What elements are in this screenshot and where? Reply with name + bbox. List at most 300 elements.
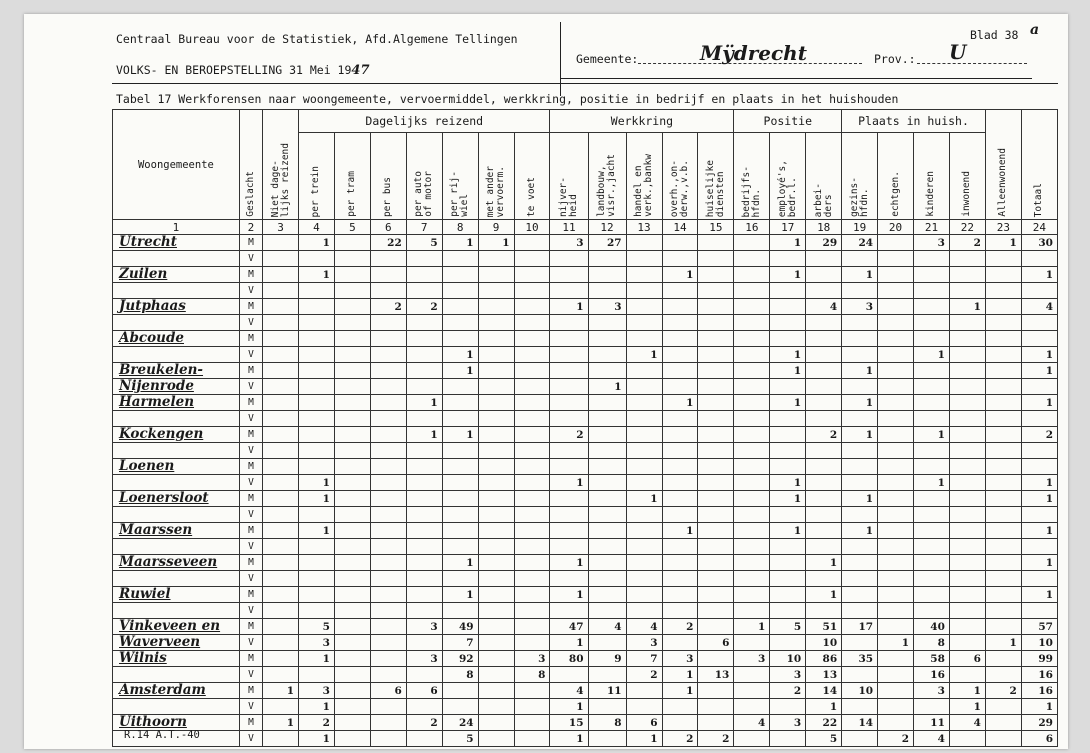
value-cell: [662, 283, 698, 299]
value-cell: 3: [299, 683, 335, 699]
column-number: 6: [370, 220, 406, 235]
value-cell: [406, 507, 442, 523]
plaats-subheader: [878, 133, 914, 220]
value-cell: [588, 731, 626, 747]
form-code: R.14 A.T.-40: [124, 729, 200, 741]
geslacht-cell: V: [239, 571, 262, 587]
dagelijks-subheader: [370, 133, 406, 220]
table-row: [113, 267, 1058, 283]
value-cell: [370, 283, 406, 299]
geslacht-cell: M: [239, 715, 262, 731]
value-cell: [406, 731, 442, 747]
value-cell: [478, 539, 514, 555]
value-cell: [949, 363, 985, 379]
value-cell: [406, 587, 442, 603]
table-row: [113, 411, 1058, 427]
column-number: 16: [734, 220, 770, 235]
value-cell: 1: [442, 555, 478, 571]
value-cell: [985, 475, 1021, 491]
totaal-header-label: Totaal: [1033, 182, 1045, 217]
alleenwonend-header-label: Alleenwonend: [997, 148, 1009, 217]
value-cell: [985, 587, 1021, 603]
value-cell: 58: [914, 651, 950, 667]
value-cell: [334, 555, 370, 571]
value-cell: [299, 363, 335, 379]
value-cell: [406, 379, 442, 395]
werkkring-subheader-label: overh.,on- derw.,v.b.: [668, 159, 690, 217]
value-cell: [370, 331, 406, 347]
value-cell: [985, 347, 1021, 363]
value-cell: [878, 235, 914, 251]
value-cell: [406, 635, 442, 651]
column-number: 14: [662, 220, 698, 235]
value-cell: 1: [406, 427, 442, 443]
value-cell: [550, 379, 588, 395]
value-cell: [299, 251, 335, 267]
value-cell: [662, 555, 698, 571]
value-cell: [442, 603, 478, 619]
table-row: [113, 347, 1058, 363]
value-cell: [334, 651, 370, 667]
value-cell: 10: [770, 651, 806, 667]
value-cell: 47: [550, 619, 588, 635]
value-cell: 3: [514, 651, 550, 667]
value-cell: [914, 459, 950, 475]
value-cell: 13: [698, 667, 734, 683]
value-cell: [878, 347, 914, 363]
value-cell: [442, 699, 478, 715]
value-cell: 5: [442, 731, 478, 747]
value-cell: [514, 635, 550, 651]
value-cell: 2: [878, 731, 914, 747]
value-cell: [626, 379, 662, 395]
value-cell: [550, 267, 588, 283]
value-cell: [626, 539, 662, 555]
value-cell: 4: [914, 731, 950, 747]
value-cell: [878, 587, 914, 603]
value-cell: 1: [299, 475, 335, 491]
value-cell: [1021, 539, 1057, 555]
value-cell: 5: [406, 235, 442, 251]
value-cell: [299, 603, 335, 619]
table-row: [113, 363, 1058, 379]
value-cell: [442, 331, 478, 347]
value-cell: 11: [588, 683, 626, 699]
value-cell: 15: [550, 715, 588, 731]
value-cell: 1: [662, 267, 698, 283]
value-cell: [734, 667, 770, 683]
value-cell: [334, 459, 370, 475]
column-number: 7: [406, 220, 442, 235]
value-cell: [442, 395, 478, 411]
werkkring-subheader: [698, 133, 734, 220]
value-cell: [263, 251, 299, 267]
value-cell: [370, 251, 406, 267]
value-cell: [878, 315, 914, 331]
value-cell: 1: [550, 731, 588, 747]
value-cell: [662, 699, 698, 715]
value-cell: [949, 523, 985, 539]
value-cell: [842, 251, 878, 267]
plaats-subheader-label: echtgen.: [889, 171, 901, 217]
table-row: [113, 699, 1058, 715]
woongemeente-cell: [113, 443, 240, 459]
value-cell: 1: [842, 267, 878, 283]
woongemeente-cell: Zuilen: [113, 267, 240, 283]
value-cell: [842, 507, 878, 523]
value-cell: [299, 299, 335, 315]
value-cell: 3: [588, 299, 626, 315]
geslacht-cell: V: [239, 699, 262, 715]
geslacht-cell: V: [239, 507, 262, 523]
woongemeente-cell: Amsterdam: [113, 683, 240, 699]
value-cell: [985, 315, 1021, 331]
value-cell: 1: [1021, 347, 1057, 363]
table-row: [113, 731, 1058, 747]
geslacht-cell: V: [239, 443, 262, 459]
value-cell: [1021, 571, 1057, 587]
value-cell: [334, 363, 370, 379]
value-cell: [626, 459, 662, 475]
value-cell: [588, 443, 626, 459]
werkkring-subheader-label: handel en verk.,bankw: [633, 154, 655, 217]
value-cell: 2: [662, 619, 698, 635]
column-number: 9: [478, 220, 514, 235]
value-cell: [406, 603, 442, 619]
woongemeente-cell: [113, 347, 240, 363]
value-cell: [878, 299, 914, 315]
value-cell: [514, 267, 550, 283]
value-cell: [588, 539, 626, 555]
value-cell: [842, 411, 878, 427]
value-cell: 40: [914, 619, 950, 635]
positie-subheader: [770, 133, 806, 220]
value-cell: 2: [806, 427, 842, 443]
value-cell: [478, 411, 514, 427]
value-cell: [770, 283, 806, 299]
value-cell: [588, 635, 626, 651]
value-cell: [985, 283, 1021, 299]
value-cell: 1: [299, 235, 335, 251]
value-cell: [334, 667, 370, 683]
value-cell: [478, 699, 514, 715]
value-cell: 27: [588, 235, 626, 251]
value-cell: [626, 283, 662, 299]
geslacht-cell: M: [239, 491, 262, 507]
value-cell: 16: [914, 667, 950, 683]
value-cell: [478, 283, 514, 299]
value-cell: [985, 299, 1021, 315]
value-cell: [734, 571, 770, 587]
woongemeente-cell: [113, 507, 240, 523]
value-cell: [478, 315, 514, 331]
value-cell: [698, 715, 734, 731]
value-cell: 1: [878, 635, 914, 651]
value-cell: [299, 395, 335, 411]
value-cell: [370, 587, 406, 603]
value-cell: 6: [626, 715, 662, 731]
value-cell: [478, 587, 514, 603]
value-cell: [662, 411, 698, 427]
value-cell: [442, 475, 478, 491]
value-cell: 1: [550, 587, 588, 603]
geslacht-cell: M: [239, 363, 262, 379]
value-cell: [626, 363, 662, 379]
value-cell: [842, 315, 878, 331]
value-cell: [299, 315, 335, 331]
prov-line: [917, 63, 1027, 64]
value-cell: [949, 731, 985, 747]
value-cell: 2: [406, 299, 442, 315]
value-cell: 7: [442, 635, 478, 651]
value-cell: [514, 683, 550, 699]
value-cell: [698, 427, 734, 443]
value-cell: [842, 443, 878, 459]
value-cell: [478, 267, 514, 283]
value-cell: [370, 395, 406, 411]
value-cell: [770, 315, 806, 331]
geslacht-header-label: Geslacht: [244, 171, 256, 217]
value-cell: [806, 507, 842, 523]
value-cell: [698, 491, 734, 507]
value-cell: 1: [842, 395, 878, 411]
alleenwonend-header: [985, 110, 1021, 220]
value-cell: [334, 699, 370, 715]
woongemeente-cell: Maarsseveen: [113, 555, 240, 571]
dagelijks-subheader: [514, 133, 550, 220]
value-cell: [478, 507, 514, 523]
value-cell: 6: [949, 651, 985, 667]
value-cell: [770, 299, 806, 315]
value-cell: [949, 475, 985, 491]
value-cell: [514, 571, 550, 587]
value-cell: [662, 299, 698, 315]
value-cell: [949, 411, 985, 427]
woongemeente-cell: Maarssen: [113, 523, 240, 539]
value-cell: [442, 443, 478, 459]
woongemeente-header: Woongemeente: [113, 110, 240, 220]
value-cell: 1: [263, 715, 299, 731]
value-cell: [914, 603, 950, 619]
value-cell: [626, 315, 662, 331]
value-cell: [588, 427, 626, 443]
value-cell: 1: [299, 267, 335, 283]
value-cell: [806, 571, 842, 587]
value-cell: [514, 587, 550, 603]
value-cell: [1021, 251, 1057, 267]
value-cell: 1: [770, 267, 806, 283]
value-cell: [588, 283, 626, 299]
value-cell: [588, 411, 626, 427]
value-cell: [588, 475, 626, 491]
value-cell: [406, 331, 442, 347]
value-cell: 2: [985, 683, 1021, 699]
value-cell: 1: [1021, 555, 1057, 571]
value-cell: [406, 443, 442, 459]
value-cell: [985, 267, 1021, 283]
geslacht-cell: V: [239, 475, 262, 491]
value-cell: [478, 379, 514, 395]
value-cell: 35: [842, 651, 878, 667]
value-cell: [842, 347, 878, 363]
value-cell: [263, 491, 299, 507]
woongemeente-cell: Loenersloot: [113, 491, 240, 507]
geslacht-cell: M: [239, 555, 262, 571]
value-cell: [334, 379, 370, 395]
value-cell: [914, 251, 950, 267]
value-cell: [263, 619, 299, 635]
value-cell: [878, 715, 914, 731]
value-cell: [588, 523, 626, 539]
gemeente-value: Mÿdrecht: [700, 41, 807, 65]
value-cell: [334, 299, 370, 315]
value-cell: [588, 267, 626, 283]
value-cell: [334, 411, 370, 427]
value-cell: 2: [550, 427, 588, 443]
dagelijks-subheader: [478, 133, 514, 220]
woongemeente-cell: Harmelen: [113, 395, 240, 411]
value-cell: [370, 619, 406, 635]
value-cell: [878, 427, 914, 443]
value-cell: [842, 555, 878, 571]
niet-dagelijks-header-label: Niet dage- lijks reizend: [269, 142, 291, 217]
value-cell: [985, 555, 1021, 571]
value-cell: [626, 251, 662, 267]
geslacht-cell: V: [239, 539, 262, 555]
column-number: 3: [263, 220, 299, 235]
value-cell: [949, 587, 985, 603]
value-cell: [770, 699, 806, 715]
blad-number: Blad 38: [970, 28, 1019, 42]
table-row: [113, 475, 1058, 491]
value-cell: [588, 507, 626, 523]
value-cell: [914, 299, 950, 315]
value-cell: 1: [806, 699, 842, 715]
value-cell: 1: [588, 379, 626, 395]
value-cell: [985, 459, 1021, 475]
value-cell: [734, 315, 770, 331]
woongemeente-cell: Abcoude: [113, 331, 240, 347]
value-cell: [698, 347, 734, 363]
value-cell: [626, 683, 662, 699]
value-cell: [985, 331, 1021, 347]
header-underline: [560, 78, 1032, 79]
value-cell: [514, 235, 550, 251]
value-cell: 4: [806, 299, 842, 315]
value-cell: [406, 283, 442, 299]
value-cell: [878, 379, 914, 395]
value-cell: [550, 603, 588, 619]
table-row: [113, 427, 1058, 443]
value-cell: [406, 475, 442, 491]
value-cell: [478, 395, 514, 411]
value-cell: 22: [806, 715, 842, 731]
value-cell: [806, 251, 842, 267]
dagelijks-subheader: [299, 133, 335, 220]
woongemeente-cell: Wilnis: [113, 651, 240, 667]
value-cell: [514, 619, 550, 635]
value-cell: [550, 443, 588, 459]
value-cell: 1: [550, 699, 588, 715]
value-cell: [734, 427, 770, 443]
value-cell: [770, 603, 806, 619]
value-cell: [334, 523, 370, 539]
value-cell: 2: [299, 715, 335, 731]
table-row: [113, 331, 1058, 347]
value-cell: 92: [442, 651, 478, 667]
value-cell: 29: [1021, 715, 1057, 731]
value-cell: [626, 555, 662, 571]
value-cell: [662, 491, 698, 507]
value-cell: [299, 667, 335, 683]
table-row: [113, 539, 1058, 555]
woongemeente-cell: [113, 667, 240, 683]
value-cell: 8: [914, 635, 950, 651]
table-row: [113, 235, 1058, 251]
value-cell: 1: [1021, 523, 1057, 539]
value-cell: [842, 731, 878, 747]
value-cell: [662, 635, 698, 651]
geslacht-cell: V: [239, 603, 262, 619]
dagelijks-subheader: [442, 133, 478, 220]
dagelijks-subheader-label: per bus: [382, 176, 394, 217]
value-cell: 1: [550, 555, 588, 571]
value-cell: [734, 507, 770, 523]
value-cell: [698, 683, 734, 699]
value-cell: [949, 459, 985, 475]
value-cell: [914, 283, 950, 299]
table-row: [113, 251, 1058, 267]
value-cell: [878, 571, 914, 587]
value-cell: [588, 699, 626, 715]
value-cell: [299, 347, 335, 363]
value-cell: [626, 235, 662, 251]
value-cell: [698, 539, 734, 555]
value-cell: [698, 603, 734, 619]
value-cell: [698, 315, 734, 331]
dagelijks-subheader-label: te voet: [526, 176, 537, 217]
value-cell: [588, 587, 626, 603]
value-cell: [734, 331, 770, 347]
value-cell: [514, 347, 550, 363]
column-number: 1: [113, 220, 240, 235]
value-cell: 1: [914, 427, 950, 443]
value-cell: [985, 699, 1021, 715]
census-year: 47: [351, 63, 370, 78]
value-cell: [334, 571, 370, 587]
value-cell: [263, 555, 299, 571]
werkkring-subheader-label: landbouw, visr.,jacht: [596, 154, 618, 217]
value-cell: [626, 523, 662, 539]
geslacht-cell: M: [239, 235, 262, 251]
dagelijks-subheader-label: per rij- wiel: [449, 171, 471, 217]
value-cell: [263, 667, 299, 683]
value-cell: [662, 251, 698, 267]
value-cell: 10: [842, 683, 878, 699]
value-cell: [806, 475, 842, 491]
value-cell: 1: [442, 427, 478, 443]
value-cell: [588, 331, 626, 347]
value-cell: [626, 699, 662, 715]
value-cell: [334, 539, 370, 555]
value-cell: [806, 443, 842, 459]
value-cell: [370, 507, 406, 523]
value-cell: [698, 523, 734, 539]
value-cell: [734, 347, 770, 363]
table-row: [113, 603, 1058, 619]
woongemeente-cell: [113, 699, 240, 715]
value-cell: [1021, 315, 1057, 331]
